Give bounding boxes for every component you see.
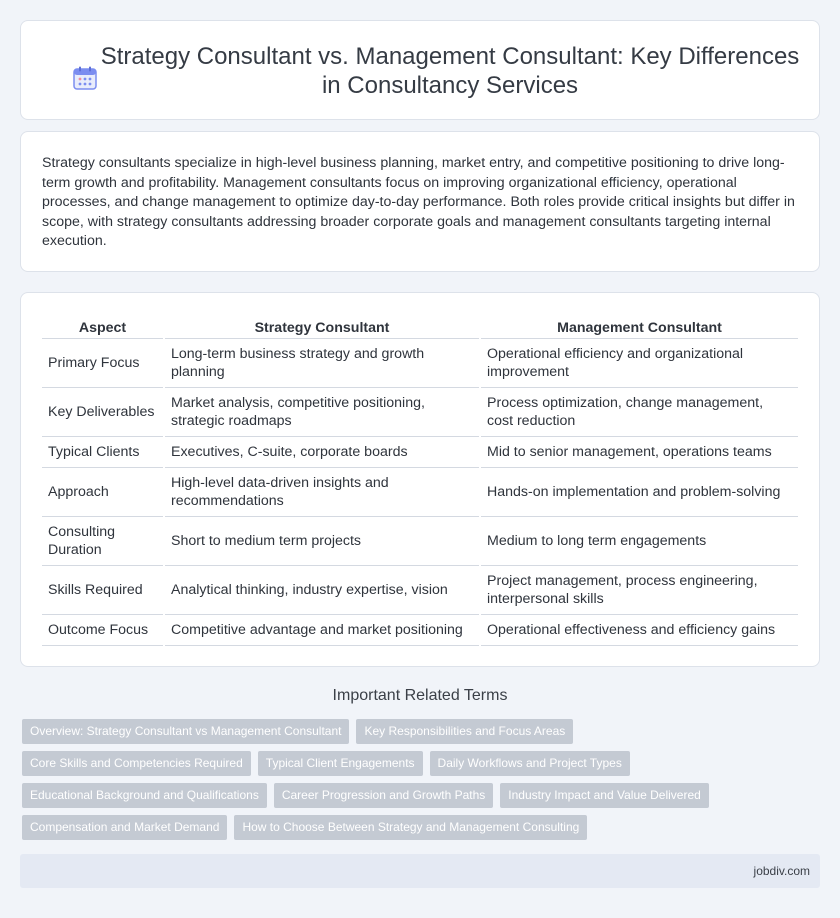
table-row — [42, 436, 798, 467]
intro-card — [20, 131, 820, 272]
table-row — [42, 387, 798, 436]
aspect-cell: Typical Clients — [42, 436, 164, 467]
related-term-tag[interactable]: How to Choose Between Strategy and Management Consulting — [234, 815, 587, 840]
strategy-cell: Short to medium term projects — [164, 516, 480, 565]
footer-site-link[interactable]: jobdiv.com — [753, 864, 810, 878]
management-cell: Hands-on implementation and problem-solving — [480, 467, 798, 516]
comparison-card — [20, 292, 820, 667]
column-header-aspect: Aspect — [42, 316, 164, 338]
aspect-cell: Key Deliverables — [42, 387, 164, 436]
strategy-cell: Competitive advantage and market positioning — [164, 614, 480, 645]
column-header-management: Management Consultant — [480, 316, 798, 338]
aspect-cell: Outcome Focus — [42, 614, 164, 645]
table-row — [42, 338, 798, 387]
related-term-tag[interactable]: Key Responsibilities and Focus Areas — [356, 719, 573, 744]
aspect-cell: Skills Required — [42, 565, 164, 614]
comparison-table — [42, 316, 798, 646]
management-cell: Operational effectiveness and efficiency gains — [480, 614, 798, 645]
related-term-tag[interactable]: Daily Workflows and Project Types — [430, 751, 630, 776]
table-row — [42, 614, 798, 645]
related-terms-list — [22, 719, 812, 847]
aspect-cell: Approach — [42, 467, 164, 516]
related-term-tag[interactable]: Typical Client Engagements — [258, 751, 423, 776]
management-cell: Medium to long term engagements — [480, 516, 798, 565]
management-cell: Project management, process engineering, interpersonal skills — [480, 565, 798, 614]
table-row — [42, 516, 798, 565]
strategy-cell: Analytical thinking, industry expertise, vision — [164, 565, 480, 614]
table-header-row — [42, 316, 798, 338]
management-cell: Mid to senior management, operations teams — [480, 436, 798, 467]
table-row — [42, 467, 798, 516]
management-cell: Operational efficiency and organizational improvement — [480, 338, 798, 387]
related-term-tag[interactable]: Compensation and Market Demand — [22, 815, 227, 840]
related-term-tag[interactable]: Core Skills and Competencies Required — [22, 751, 251, 776]
title-card — [20, 20, 820, 120]
related-term-tag[interactable]: Career Progression and Growth Paths — [274, 783, 493, 808]
management-cell: Process optimization, change management, cost reduction — [480, 387, 798, 436]
aspect-cell: Primary Focus — [42, 338, 164, 387]
strategy-cell: High-level data-driven insights and recommendations — [164, 467, 480, 516]
related-term-tag[interactable]: Educational Background and Qualifications — [22, 783, 267, 808]
page-title: Strategy Consultant vs. Management Consultant: Key Differences in Consultancy Services — [100, 43, 800, 99]
intro-paragraph: Strategy consultants specialize in high-level business planning, market entry, and competitive positioning to drive long-term growth and profitability. Management consultants focus on improving organizational efficiency, operational processes, and change management to optimize day-to-day performance. Both roles provide critical insights but differ in scope, with strategy consultants addressing broader corporate goals and management consultants targeting internal execution. — [42, 155, 795, 250]
table-row — [42, 565, 798, 614]
related-term-tag[interactable]: Overview: Strategy Consultant vs Management Consultant — [22, 719, 349, 744]
strategy-cell: Long-term business strategy and growth planning — [164, 338, 480, 387]
related-terms-title: Important Related Terms — [332, 687, 508, 704]
related-term-tag[interactable]: Industry Impact and Value Delivered — [500, 783, 709, 808]
strategy-cell: Executives, C-suite, corporate boards — [164, 436, 480, 467]
column-header-strategy: Strategy Consultant — [164, 316, 480, 338]
footer — [20, 854, 820, 888]
aspect-cell: Consulting Duration — [42, 516, 164, 565]
strategy-cell: Market analysis, competitive positioning, strategic roadmaps — [164, 387, 480, 436]
